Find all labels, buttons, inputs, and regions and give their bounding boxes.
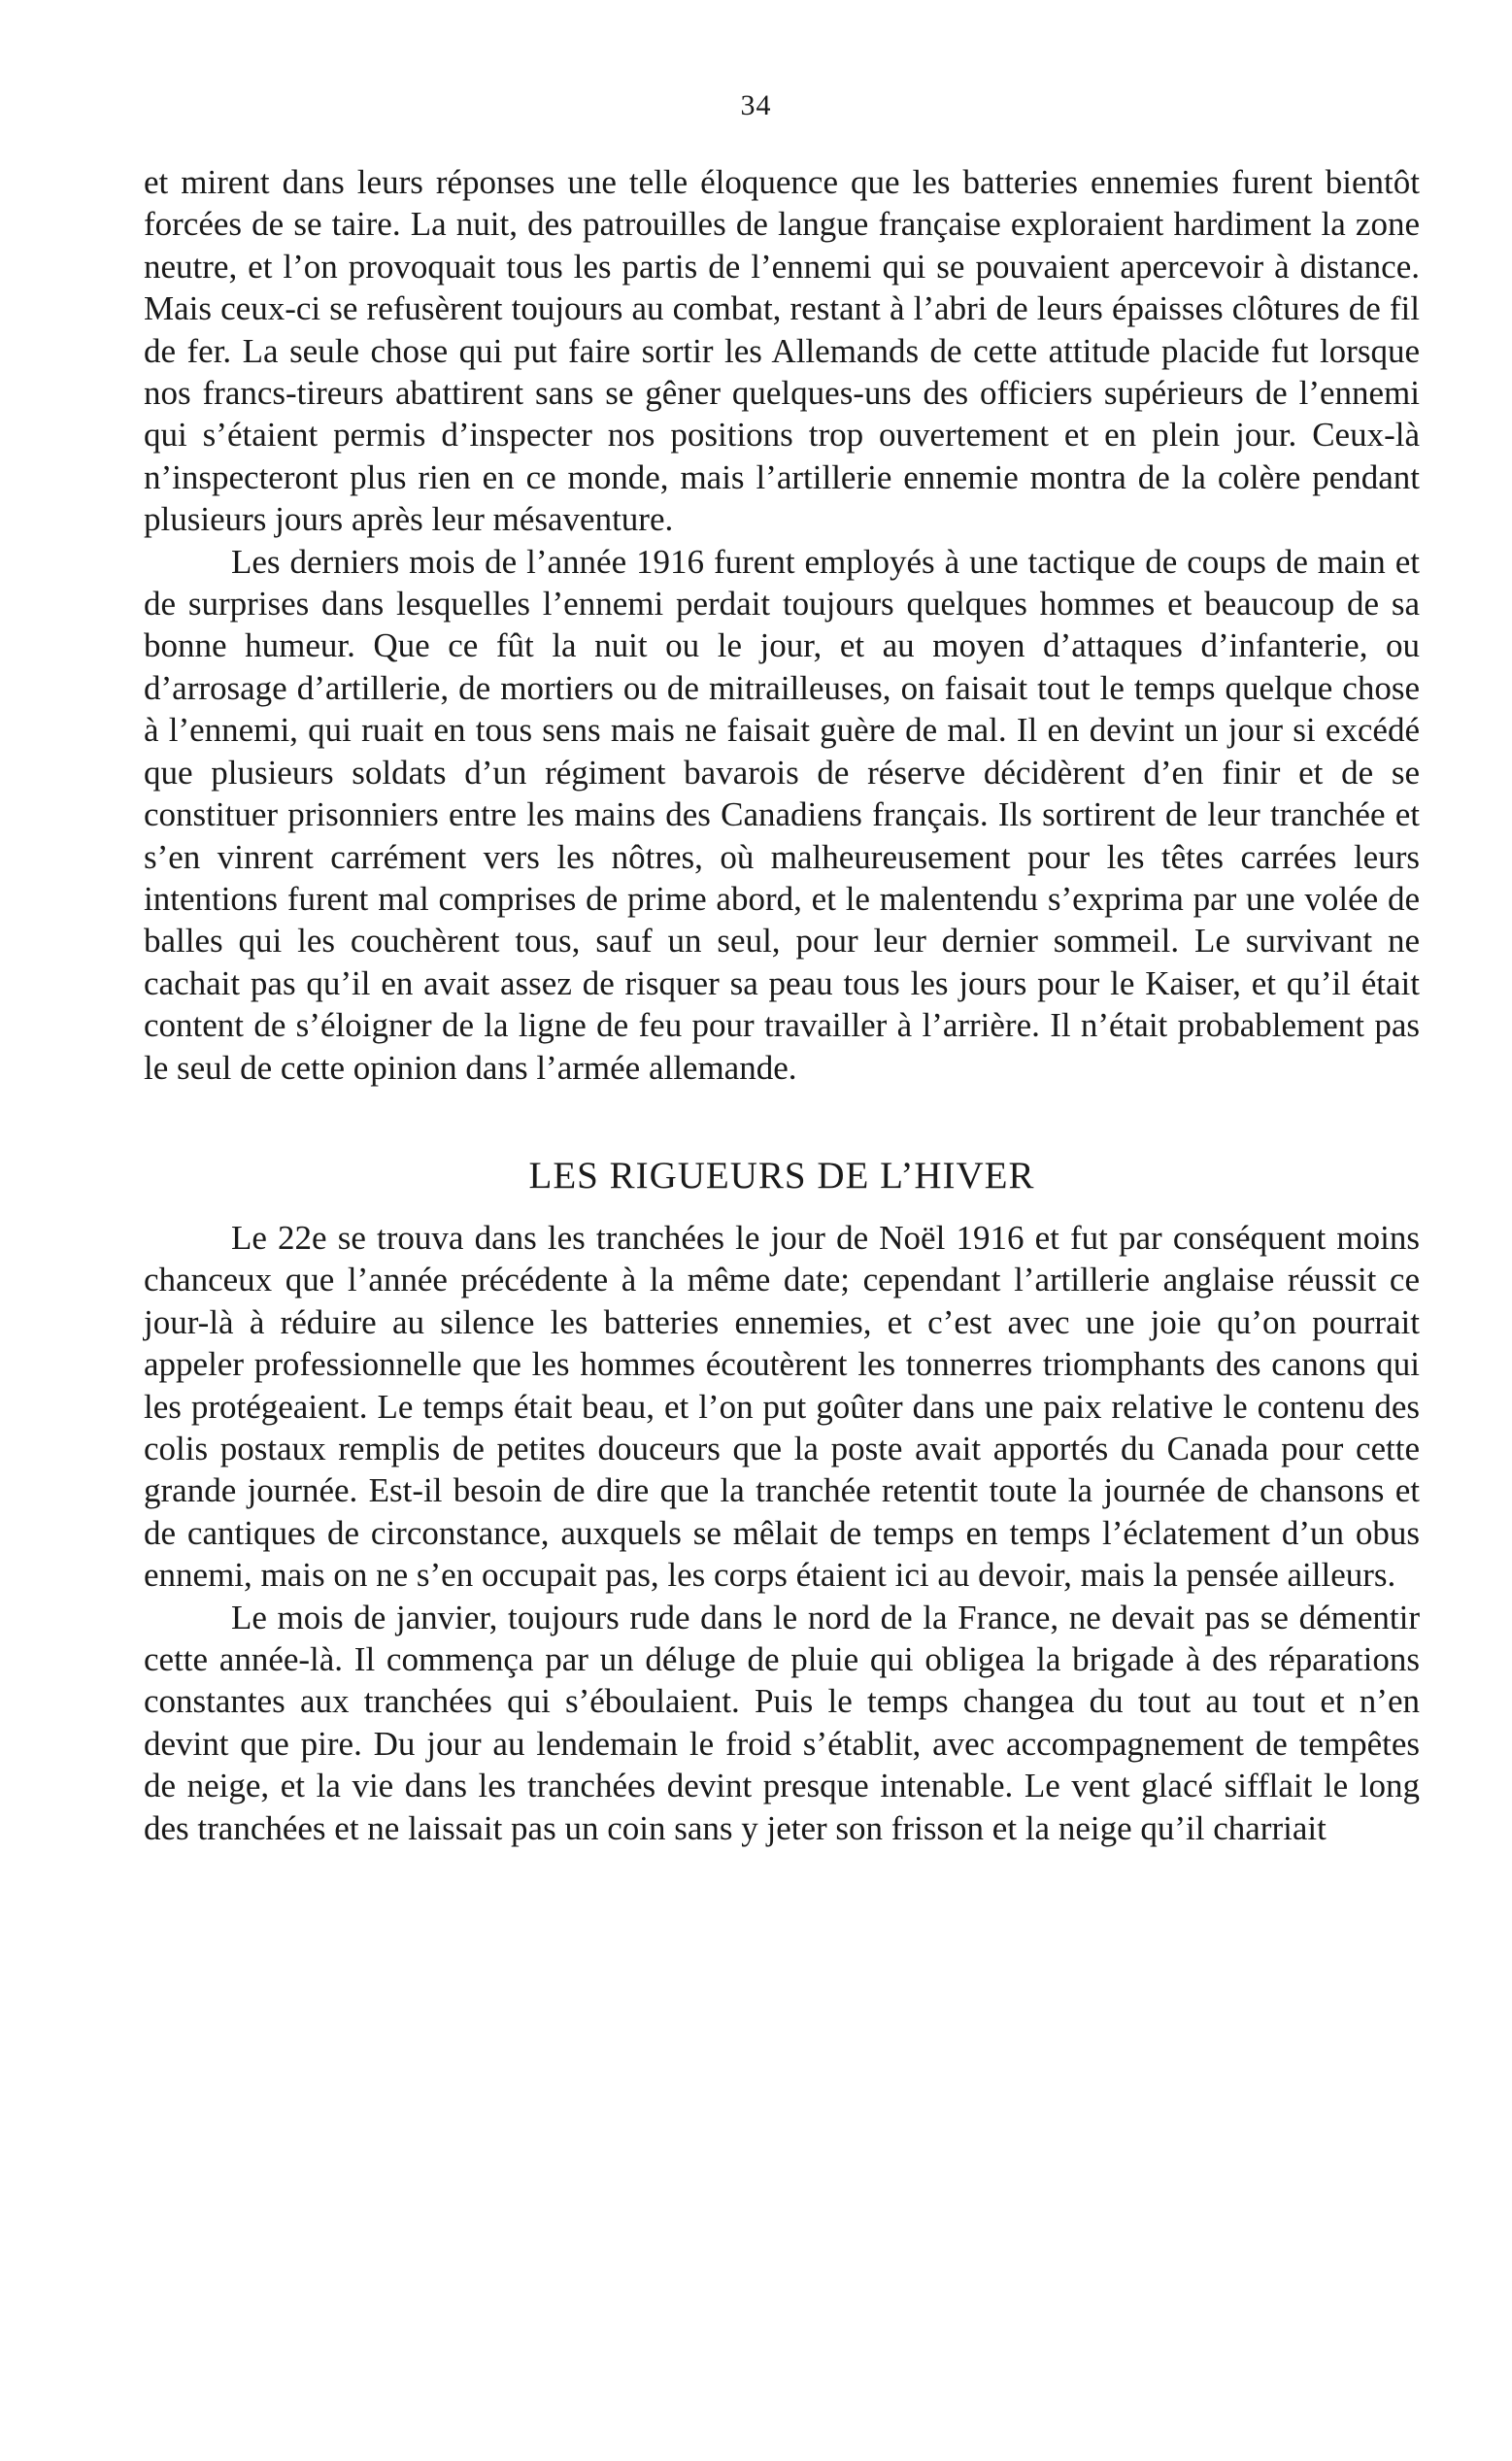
- paragraph-january: Le mois de janvier, toujours rude dans le nord de la France, ne devait pas se démentir cette année-là. Il commença par un déluge de pluie qui obligea la brigade à des réparations constantes aux tranchées qui s’éboulaient. Puis le temps changea du tout au tout et n’en devint que pire. Du jour au lendemain le froid s’établit, avec accompagnement de tempêtes de neige, et la vie dans les tranchées devint presque intenable. Le vent glacé sifflait le long des tranchées et ne laissait pas un coin sans y jeter son frisson et la neige qu’il charriait: [144, 1598, 1420, 1847]
- paragraph-tactics: Les derniers mois de l’année 1916 furent employés à une tactique de coups de main et de surprises dans lesquelles l’ennemi perdait toujours quelques hommes et beaucoup de sa bonne humeur. Que ce fût la nuit ou le jour, et au moyen d’attaques d’infanterie, ou d’arrosage d’artillerie, de mortiers ou de mitrailleuses, on faisait tout le temps quelque chose à l’ennemi, qui ruait en tous sens mais ne faisait guère de mal. Il en devint un jour si excédé que plusieurs soldats d’un régiment bavarois de réserve décidèrent d’en finir et de se constituer prisonniers entre les mains des Canadiens français. Ils sortirent de leur tranchée et s’en vinrent carrément vers les nôtres, où malheureusement pour les têtes carrées leurs intentions furent mal comprises de prime abord, et le malentendu s’exprima par une volée de balles qui les couchèrent tous, sauf un seul, pour leur dernier sommeil. Le survivant ne cachait pas qu’il en avait assez de risquer sa peau tous les jours pour le Kaiser, et qu’il était content de s’éloigner de la ligne de feu pour travailler à l’arrière. Il n’était probablement pas le seul de cette opinion dans l’armée allemande.: [144, 542, 1420, 1087]
- paragraph-christmas: Le 22e se trouva dans les tranchées le jour de Noël 1916 et fut par conséquent moins chanceux que l’année précédente à la même date; cependant l’artillerie anglaise réussit ce jour-là à réduire au silence les batteries ennemies, et c’est avec une joie qu’on pourrait appeler professionnelle que les hommes écoutèrent les tonnerres triomphants des canons qui les protégeaient. Le temps était beau, et l’on put goûter dans une paix relative le contenu des colis postaux remplis de petites douceurs que la poste avait apportés du Canada pour cette grande journée. Est-il besoin de dire que la tranchée retentit toute la journée de chansons et de cantiques de circonstance, auxquels se mêlait de temps en temps l’éclatement d’un obus ennemi, mais on ne s’en occupait pas, les corps étaient ici au devoir, mais la pensée ailleurs.: [144, 1218, 1420, 1595]
- paragraph-continued: et mirent dans leurs réponses une telle éloquence que les batteries ennemies furent bientôt forcées de se taire. La nuit, des patrouilles de langue française exploraient hardiment la zone neutre, et l’on provoquait tous les partis de l’ennemi qui se pouvaient apercevoir à distance. Mais ceux-ci se refusèrent toujours au combat, restant à l’abri de leurs épaisses clôtures de fil de fer. La seule chose qui put faire sortir les Allemands de cette attitude placide fut lorsque nos francs-tireurs abattirent sans se gêner quelques-uns des officiers supérieurs de l’ennemi qui s’étaient permis d’inspecter nos positions trop ouvertement et en plein jour. Ceux-là n’inspecteront plus rien en ce monde, mais l’artillerie ennemie montra de la colère pendant plusieurs jours après leur mésaventure.: [144, 163, 1420, 539]
- page-body: [144, 161, 1420, 1849]
- section-heading: LES RIGUEURS DE L’HIVER: [528, 1154, 1035, 1197]
- page-number: 34: [740, 89, 772, 121]
